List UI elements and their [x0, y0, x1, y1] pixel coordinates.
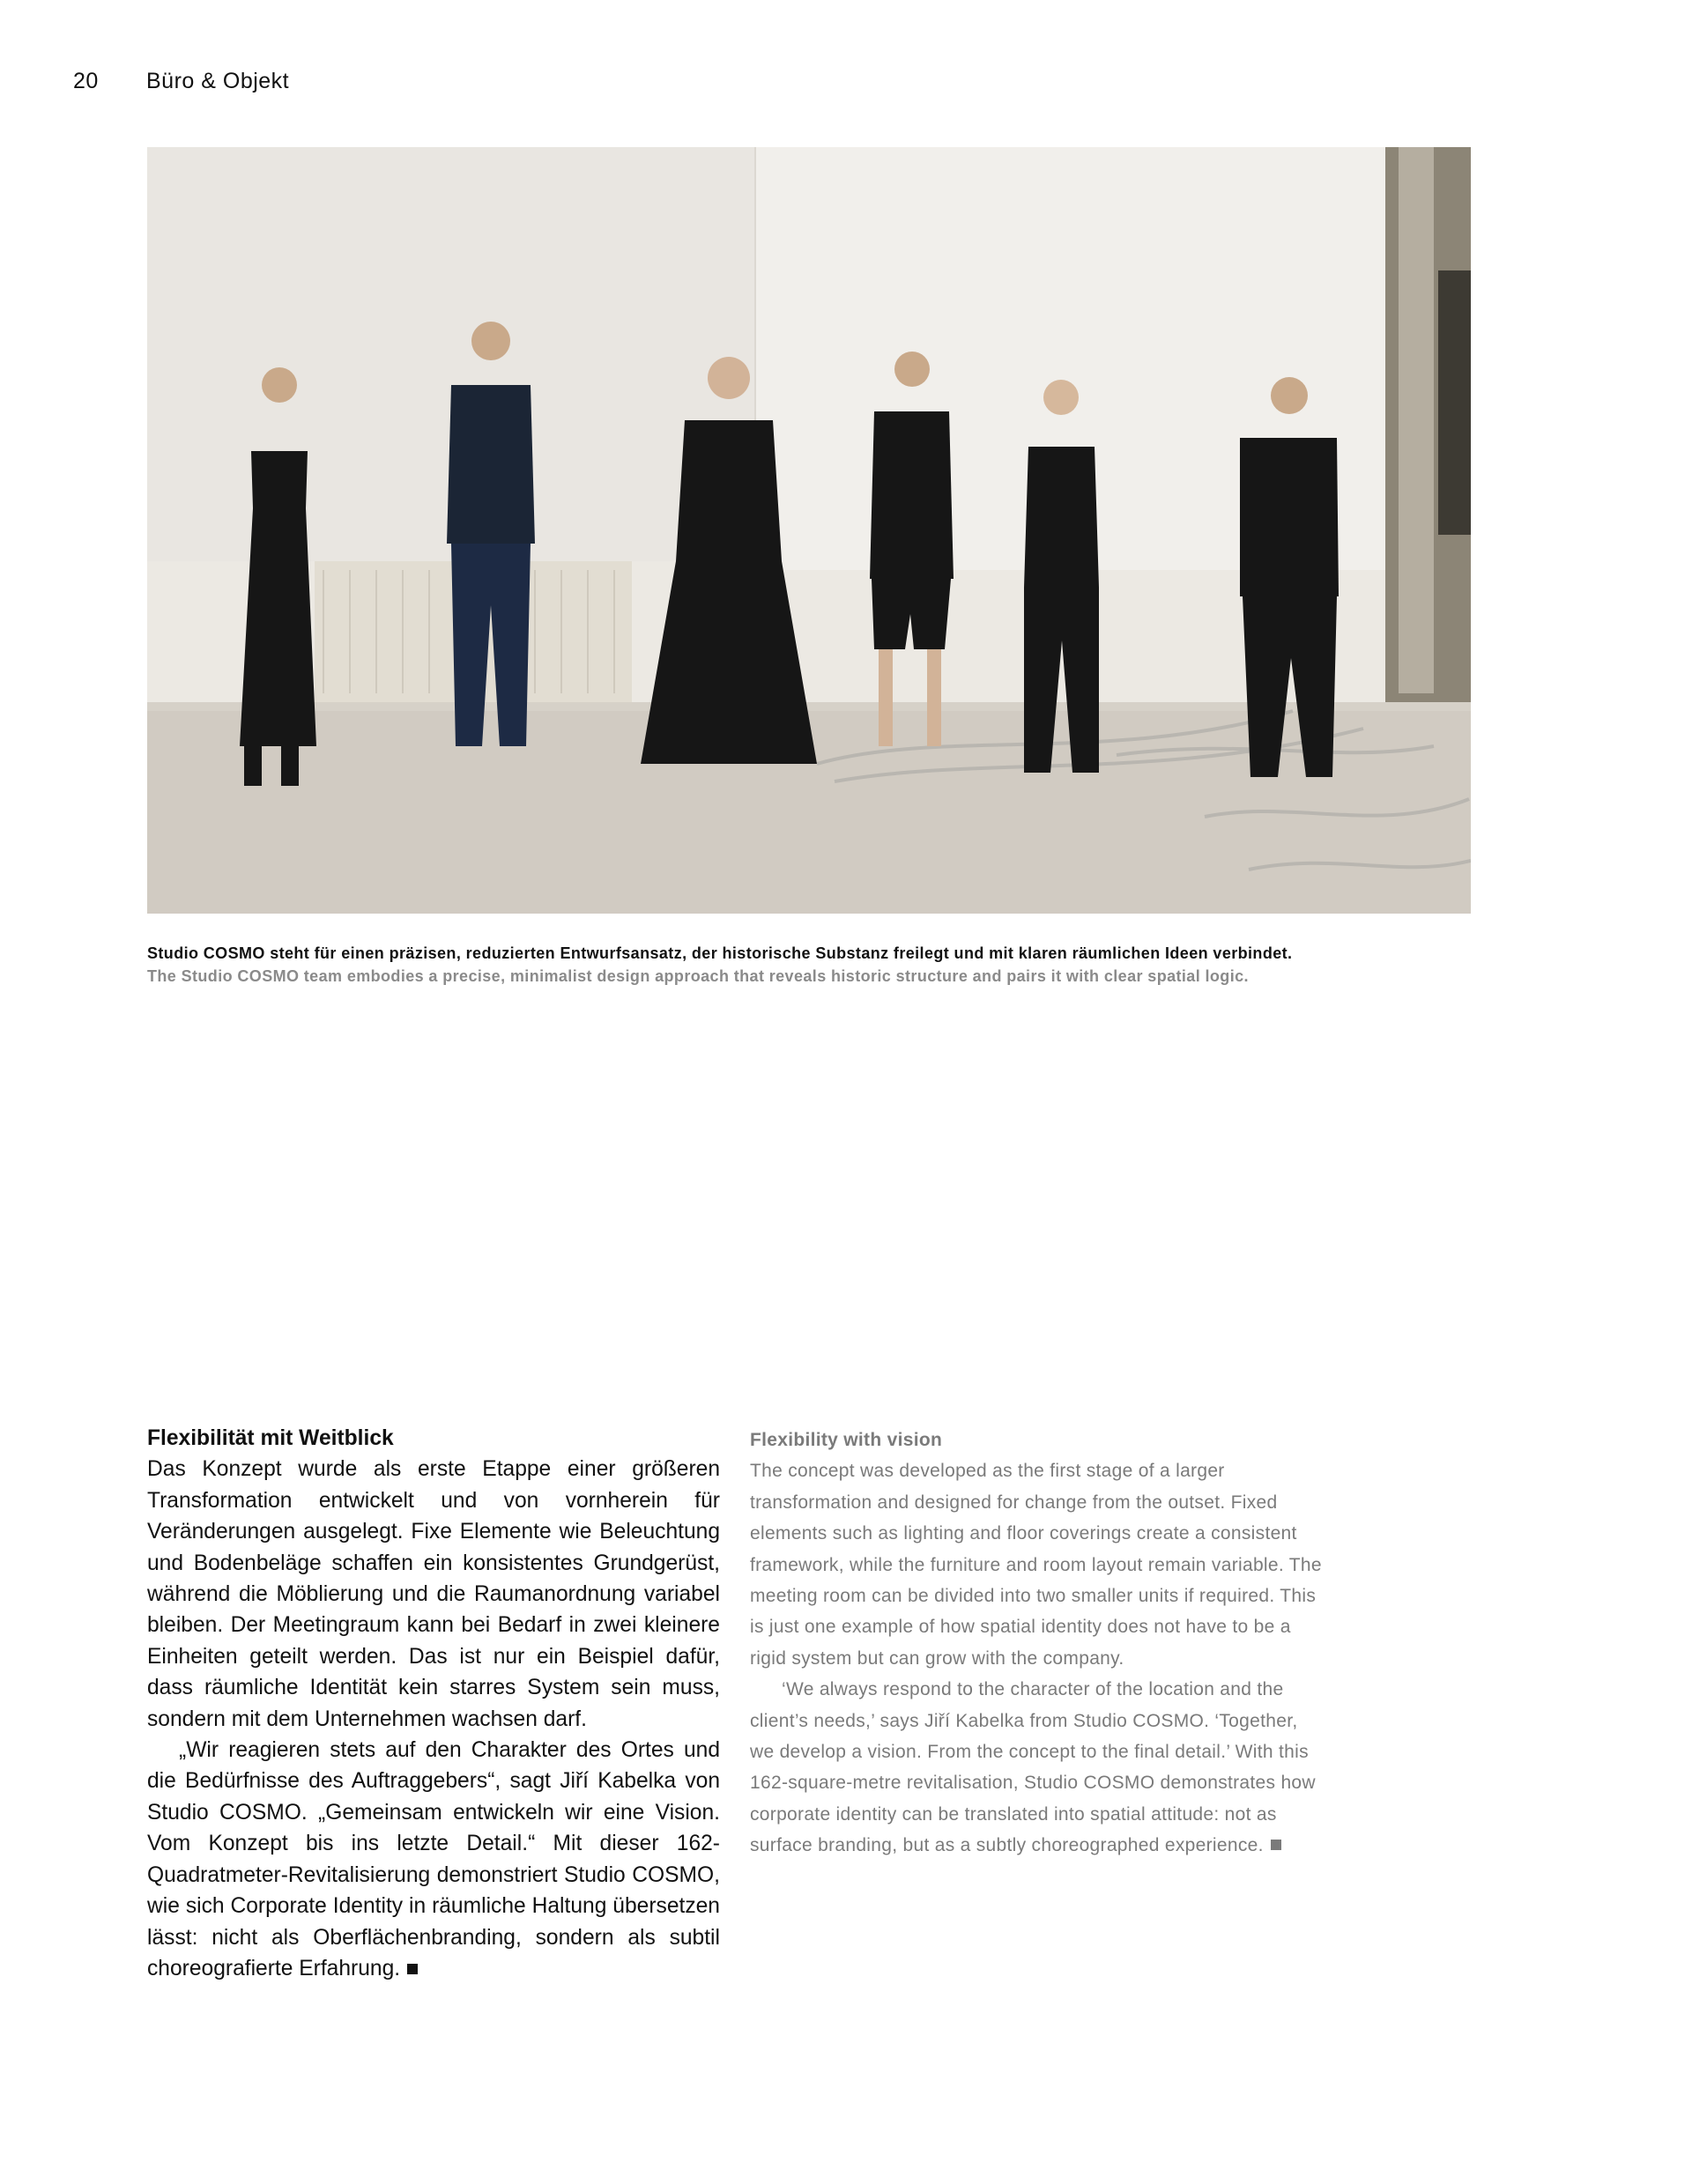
caption-german: Studio COSMO steht für einen präzisen, reduzierten Entwurfsansatz, der historische Substanz freilegt und mit klaren räumlichen Ideen verbindet. [147, 944, 1293, 962]
article-paragraph-english-1: The concept was developed as the first stage of a larger transformation and designed for change from the outset. Fixed elements such as lighting and floor coverings create a consistent framework, while the furniture and room layout remain variable. The meeting room can be divided into two smaller units if required. This is just one example of how spatial identity does not have to be a rigid system but can grow with the company. [750, 1461, 1322, 1669]
end-mark-icon [1271, 1840, 1281, 1850]
article-paragraph-english-2: ‘We always respond to the character of the location and the client’s needs,’ says Jiří Kabelka from Studio COSMO. ‘Together, we develop a vision. From the concept to the final detail.’ With this 162-square-metre revitalisation, Studio COSMO demonstrates how corporate identity can be translated into spatial attitude: not as surface branding, but as a subtly choreographed experience. [750, 1679, 1316, 1856]
caption-english: The Studio COSMO team embodies a precise, minimalist design approach that reveals historic structure and pairs it with clear spatial logic. [147, 967, 1249, 985]
article-heading-german: Flexibilität mit Weitblick [147, 1426, 394, 1450]
article-column-german [147, 1423, 720, 1984]
article-heading-english: Flexibility with vision [750, 1430, 943, 1450]
photo-caption [147, 942, 1504, 988]
page-header [73, 69, 289, 94]
article-column-english [750, 1425, 1327, 1862]
team-photo [147, 147, 1471, 914]
end-mark-icon [407, 1964, 418, 1974]
article-paragraph-german-2: „Wir reagieren stets auf den Charakter des Ortes und die Bedürfnisse des Auftraggebers“, sagt Jiří Kabelka von Studio COSMO. „Gemeinsam entwickeln wir eine Vision. Vom Konzept bis ins letzte Detail.“ Mit dieser 162-Quadratmeter-Revitalisierung demonstriert Studio COSMO, wie sich Corporate Identity in räumliche Haltung übersetzen lässt: nicht als Oberflächenbranding, sondern als subtil choreografierte Erfahrung. [147, 1738, 720, 1980]
page-number: 20 [73, 69, 99, 93]
section-title: Büro & Objekt [146, 69, 290, 93]
article-paragraph-german-1: Das Konzept wurde als erste Etappe einer größeren Transformation entwickelt und von vornherein für Veränderungen ausgelegt. Fixe Elemente wie Beleuchtung und Bodenbeläge schaffen ein konsistentes Grundgerüst, während die Möblierung und die Raumanordnung variabel bleiben. Der Meetingraum kann bei Bedarf in zwei kleinere Einheiten geteilt werden. Das ist nur ein Beispiel dafür, dass räumliche Identität kein starres System sein muss, sondern mit dem Unternehmen wachsen darf. [147, 1457, 720, 1731]
team-photo-illustration [147, 147, 1471, 914]
